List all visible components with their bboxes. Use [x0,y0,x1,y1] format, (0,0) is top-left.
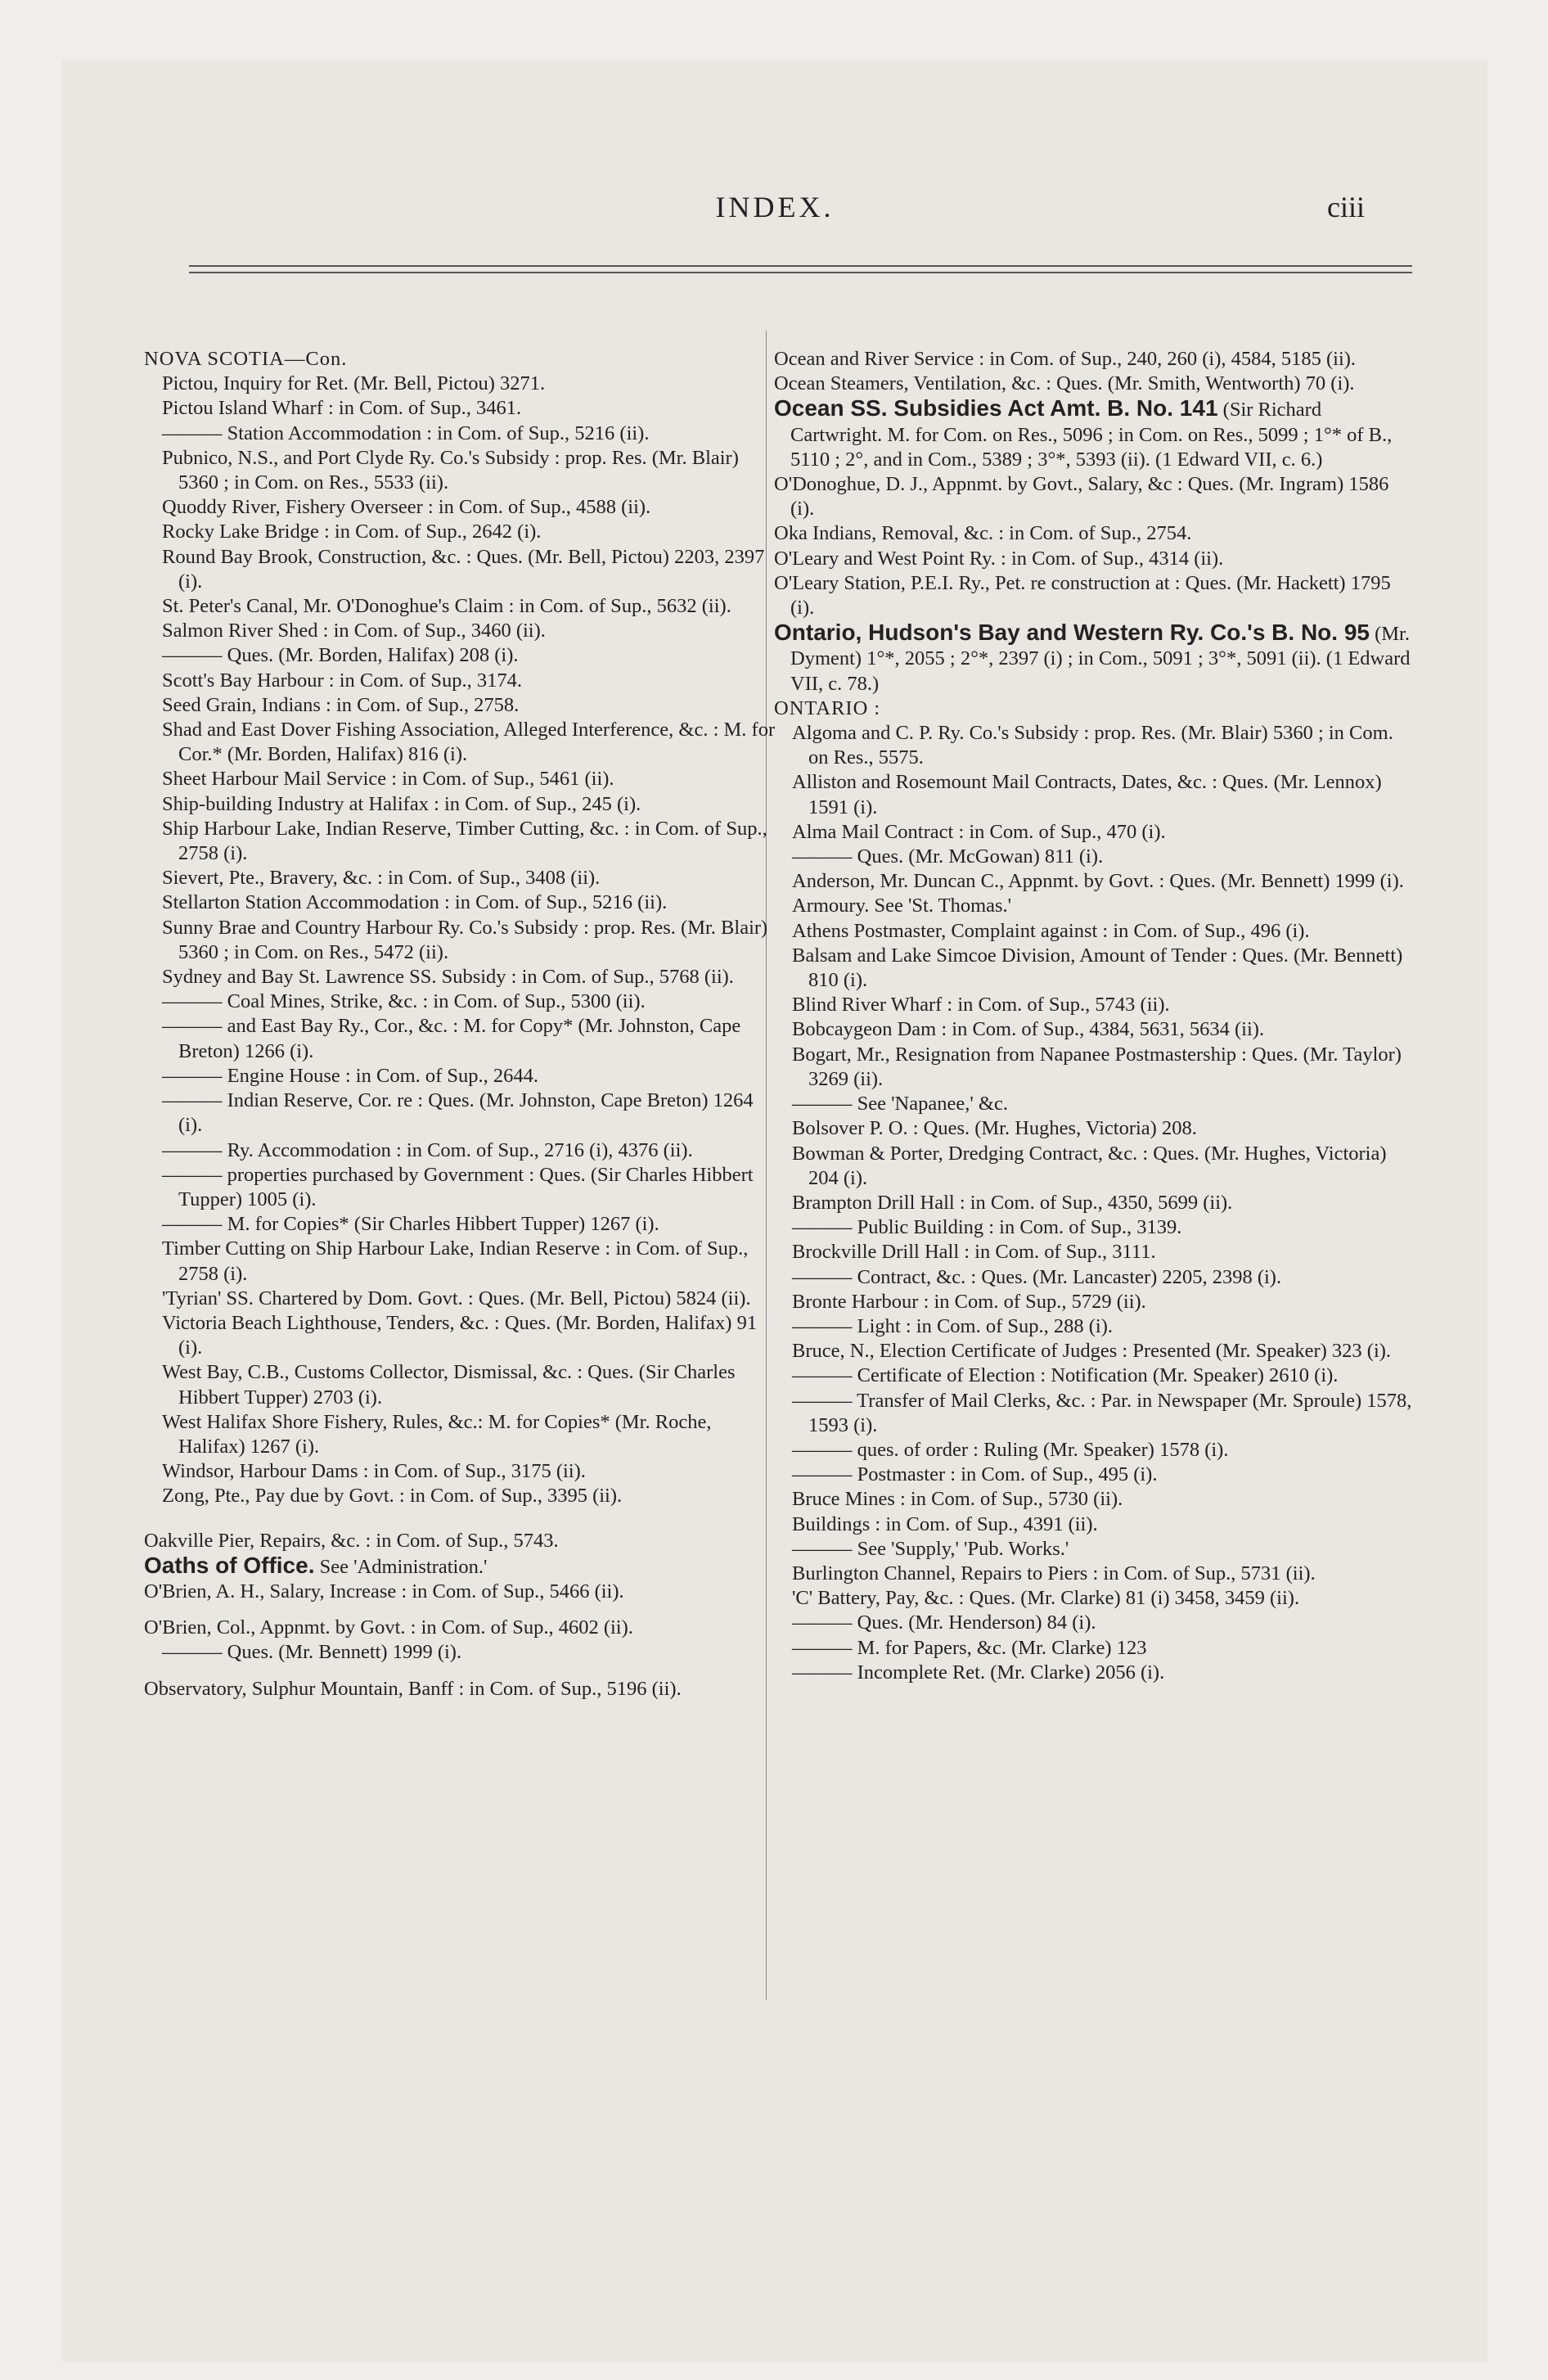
bill-title: Ontario, Hudson's Bay and Western Ry. Co.'s B. No. 95 [774,620,1370,646]
header-rule-top [189,265,1412,267]
index-subentry: Anderson, Mr. Duncan C., Appnmt. by Govt. : Ques. (Mr. Bennett) 1999 (i). [792,870,1404,893]
index-subentry: Buildings : in Com. of Sup., 4391 (ii). [792,1512,1098,1535]
index-subentry: ——— Contract, &c. : Ques. (Mr. Lancaster) 2205, 2398 (i). [792,1265,1282,1288]
index-subentry: ——— Ry. Accommodation : in Com. of Sup., 2716 (i), 4376 (ii). [162,1138,693,1161]
index-subentry: West Halifax Shore Fishery, Rules, &c.: M. for Copies* (Mr. Roche, Halifax) 1267 (i). [162,1410,712,1458]
index-subentry: ——— Ques. (Mr. Henderson) 84 (i). [792,1611,1096,1634]
index-subentry: ——— Ques. (Mr. Bennett) 1999 (i). [162,1641,462,1664]
bill-details: (Sir Richard Cartwright. M. for Com. on Res., 5096 ; in Com. on Res., 5099 ; 1°* of B., 5110 ; 2°, and in Com., 5389 ; 3°*, 5393 (ii). (1 Edward VII, c. 6.) [790,399,1393,471]
index-subentry: Bronte Harbour : in Com. of Sup., 5729 (ii). [792,1290,1146,1313]
spacer [144,1666,782,1677]
index-subentry: ——— Ques. (Mr. Borden, Halifax) 208 (i). [162,644,519,667]
index-entry: Oka Indians, Removal, &c. : in Com. of Sup., 2754. [774,522,1192,545]
index-subentry: ——— Incomplete Ret. (Mr. Clarke) 2056 (i). [792,1661,1165,1684]
index-entry: Ocean and River Service : in Com. of Sup., 240, 260 (i), 4584, 5185 (ii). [774,348,1357,370]
index-subentry: Zong, Pte., Pay due by Govt. : in Com. of Sup., 3395 (ii). [162,1485,623,1508]
index-subentry: Sheet Harbour Mail Service : in Com. of Sup., 5461 (ii). [162,768,614,791]
bill-details: See 'Administration.' [314,1555,488,1578]
index-subentry: Sievert, Pte., Bravery, &c. : in Com. of Sup., 3408 (ii). [162,867,601,890]
index-subentry: Pictou, Inquiry for Ret. (Mr. Bell, Pictou) 3271. [162,372,546,395]
index-subentry: Round Bay Brook, Construction, &c. : Ques. (Mr. Bell, Pictou) 2203, 2397 (i). [162,545,765,593]
index-subentry: Salmon River Shed : in Com. of Sup., 3460 (ii). [162,620,546,642]
left-column [144,347,782,1702]
index-subentry: ——— M. for Copies* (Sir Charles Hibbert Tupper) 1267 (i). [162,1213,659,1236]
page-title: INDEX. [715,191,835,223]
index-subentry: ——— Ques. (Mr. McGowan) 811 (i). [792,845,1104,868]
index-subentry: ——— Postmaster : in Com. of Sup., 495 (i). [792,1463,1158,1486]
index-subentry: Bogart, Mr., Resignation from Napanee Postmastership : Ques. (Mr. Taylor) 3269 (ii). [792,1043,1402,1090]
index-subentry: 'Tyrian' SS. Chartered by Dom. Govt. : Ques. (Mr. Bell, Pictou) 5824 (ii). [162,1287,751,1309]
page-header [62,190,1487,239]
index-subentry: ——— Engine House : in Com. of Sup., 2644. [162,1064,539,1087]
index-subentry: Ship-building Industry at Halifax : in Com. of Sup., 245 (i). [162,792,641,815]
index-subentry: ——— and East Bay Ry., Cor., &c. : M. for Copy* (Mr. Johnston, Cape Breton) 1266 (i). [162,1015,741,1062]
index-entry: O'Brien, A. H., Salary, Increase : in Com. of Sup., 5466 (ii). [144,1580,624,1602]
right-column [774,347,1412,1685]
index-subentry: Brampton Drill Hall : in Com. of Sup., 4350, 5699 (ii). [792,1191,1233,1214]
index-subentry: ——— Light : in Com. of Sup., 288 (i). [792,1314,1113,1337]
section-heading: ONTARIO : [774,696,881,719]
index-entry: Ocean Steamers, Ventilation, &c. : Ques. (Mr. Smith, Wentworth) 70 (i). [774,372,1355,395]
index-subentry: Pubnico, N.S., and Port Clyde Ry. Co.'s Subsidy : prop. Res. (Mr. Blair) 5360 ; in Com. on Res., 5533 (ii). [162,446,739,494]
index-subentry: Algoma and C. P. Ry. Co.'s Subsidy : prop. Res. (Mr. Blair) 5360 ; in Com. on Res., 5575. [792,722,1393,769]
index-subentry: Quoddy River, Fishery Overseer : in Com. of Sup., 4588 (ii). [162,496,651,519]
index-subentry: Bowman & Porter, Dredging Contract, &c. : Ques. (Mr. Hughes, Victoria) 204 (i). [792,1142,1387,1189]
index-subentry: ——— Station Accommodation : in Com. of Sup., 5216 (ii). [162,421,650,444]
index-entry: Oakville Pier, Repairs, &c. : in Com. of Sup., 5743. [144,1529,559,1552]
bill-details: (Mr. Dyment) 1°*, 2055 ; 2°*, 2397 (i) ; in Com., 5091 ; 3°*, 5091 (ii). (1 Edward VII, c. 78.) [790,623,1411,695]
index-subentry: Bobcaygeon Dam : in Com. of Sup., 4384, 5631, 5634 (ii). [792,1018,1265,1041]
index-entry: Observatory, Sulphur Mountain, Banff : in Com. of Sup., 5196 (ii). [144,1677,682,1700]
index-entry-bill [774,395,1412,472]
bill-title: Oaths of Office. [144,1552,315,1578]
index-subentry: Bruce, N., Election Certificate of Judges : Presented (Mr. Speaker) 323 (i). [792,1340,1392,1363]
index-subentry: Victoria Beach Lighthouse, Tenders, &c. : Ques. (Mr. Borden, Halifax) 91 (i). [162,1311,758,1359]
index-subentry: 'C' Battery, Pay, &c. : Ques. (Mr. Clarke) 81 (i) 3458, 3459 (ii). [792,1587,1300,1610]
index-entry-bill [144,1552,782,1580]
spacer [144,1604,782,1616]
index-subentry: Sunny Brae and Country Harbour Ry. Co.'s Subsidy : prop. Res. (Mr. Blair) 5360 ; in Com. on Res., 5472 (ii). [162,916,768,963]
page-number: ciii [1327,191,1365,223]
section-heading: NOVA SCOTIA—Con. [144,348,348,370]
index-subentry: ——— Coal Mines, Strike, &c. : in Com. of Sup., 5300 (ii). [162,990,646,1013]
index-subentry: Sydney and Bay St. Lawrence SS. Subsidy : in Com. of Sup., 5768 (ii). [162,966,734,989]
index-subentry: Shad and East Dover Fishing Association, Alleged Interference, &c. : M. for Cor.* (Mr. Borden, Halifax) 816 (i). [162,719,776,766]
index-subentry: ——— Certificate of Election : Notification (Mr. Speaker) 2610 (i). [792,1364,1339,1387]
index-subentry: ——— Indian Reserve, Cor. re : Ques. (Mr. Johnston, Cape Breton) 1264 (i). [162,1089,754,1137]
index-subentry: Windsor, Harbour Dams : in Com. of Sup., 3175 (ii). [162,1460,586,1483]
index-subentry: Rocky Lake Bridge : in Com. of Sup., 2642 (i). [162,521,542,543]
index-subentry: ——— See 'Supply,' 'Pub. Works.' [792,1537,1069,1560]
index-entry: O'Brien, Col., Appnmt. by Govt. : in Com. of Sup., 4602 (ii). [144,1616,633,1639]
index-subentry: Pictou Island Wharf : in Com. of Sup., 3461. [162,397,522,420]
index-entry-bill [774,620,1412,696]
index-subentry: Bolsover P. O. : Ques. (Mr. Hughes, Victoria) 208. [792,1117,1197,1140]
index-subentry: Armoury. See 'St. Thomas.' [792,895,1012,917]
index-page [62,61,1487,2362]
index-subentry: ——— Public Building : in Com. of Sup., 3139. [792,1216,1182,1239]
index-subentry: Timber Cutting on Ship Harbour Lake, Indian Reserve : in Com. of Sup., 2758 (i). [162,1237,749,1285]
index-subentry: Ship Harbour Lake, Indian Reserve, Timber Cutting, &c. : in Com. of Sup., 2758 (i). [162,817,767,865]
index-subentry: Burlington Channel, Repairs to Piers : in Com. of Sup., 5731 (ii). [792,1562,1316,1584]
index-subentry: Balsam and Lake Simcoe Division, Amount of Tender : Ques. (Mr. Bennett) 810 (i). [792,944,1403,992]
index-subentry: ——— ques. of order : Ruling (Mr. Speaker) 1578 (i). [792,1438,1229,1461]
index-subentry: Bruce Mines : in Com. of Sup., 5730 (ii). [792,1488,1123,1511]
spacer [144,1509,782,1529]
index-subentry: Seed Grain, Indians : in Com. of Sup., 2758. [162,693,520,716]
index-subentry: ——— See 'Napanee,' &c. [792,1093,1008,1116]
index-entry: O'Leary Station, P.E.I. Ry., Pet. re construction at : Ques. (Mr. Hackett) 1795 (i). [774,571,1391,620]
index-subentry: ——— properties purchased by Government : Ques. (Sir Charles Hibbert Tupper) 1005 (i). [162,1163,754,1210]
index-subentry: Stellarton Station Accommodation : in Com. of Sup., 5216 (ii). [162,891,668,914]
index-subentry: St. Peter's Canal, Mr. O'Donoghue's Claim : in Com. of Sup., 5632 (ii). [162,595,731,618]
bill-title: Ocean SS. Subsidies Act Amt. B. No. 141 [774,395,1218,421]
index-subentry: Brockville Drill Hall : in Com. of Sup., 3111. [792,1241,1156,1264]
header-rule-bottom [189,272,1412,273]
index-entry: O'Donoghue, D. J., Appnmt. by Govt., Salary, &c : Ques. (Mr. Ingram) 1586 (i). [774,473,1389,521]
index-subentry: West Bay, C.B., Customs Collector, Dismissal, &c. : Ques. (Sir Charles Hibbert Tupper) 2703 (i). [162,1361,736,1409]
index-subentry: Athens Postmaster, Complaint against : in Com. of Sup., 496 (i). [792,919,1310,942]
index-subentry: ——— Transfer of Mail Clerks, &c. : Par. in Newspaper (Mr. Sproule) 1578, 1593 (i). [792,1389,1412,1436]
index-subentry: Alma Mail Contract : in Com. of Sup., 470 (i). [792,820,1166,843]
index-subentry: ——— M. for Papers, &c. (Mr. Clarke) 123 [792,1636,1147,1659]
index-subentry: Scott's Bay Harbour : in Com. of Sup., 3174. [162,669,522,692]
index-entry: O'Leary and West Point Ry. : in Com. of Sup., 4314 (ii). [774,547,1224,570]
index-subentry: Alliston and Rosemount Mail Contracts, Dates, &c. : Ques. (Mr. Lennox) 1591 (i). [792,771,1382,818]
index-subentry: Blind River Wharf : in Com. of Sup., 5743 (ii). [792,994,1170,1016]
